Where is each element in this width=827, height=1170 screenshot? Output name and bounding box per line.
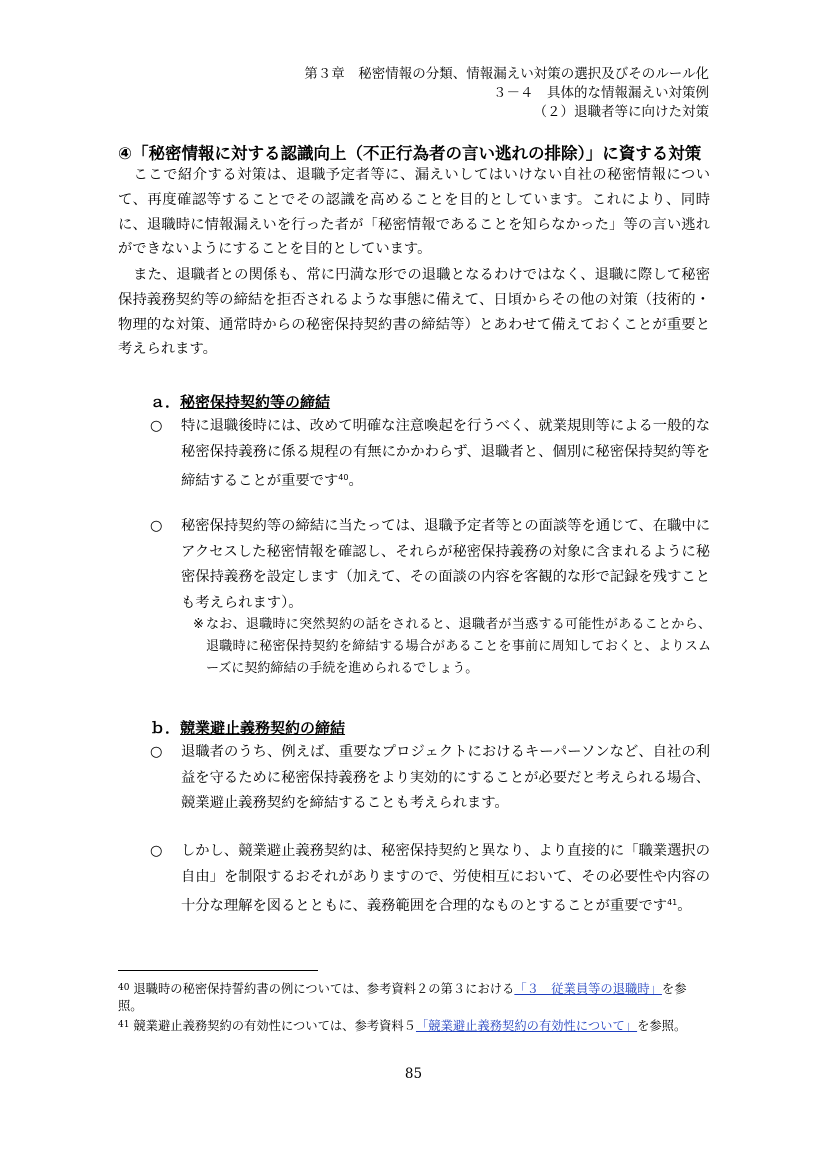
bullet-circle-icon: ○: [150, 418, 163, 434]
bullet-circle-icon: ○: [150, 744, 163, 760]
footnote-41-link[interactable]: 「競業避止義務契約の有効性について」: [415, 1019, 638, 1033]
note-mark: ※: [193, 617, 204, 632]
subsection-b-prefix: ｂ．: [150, 719, 181, 737]
running-header-section: ３－４ 具体的な情報漏えい対策例: [493, 85, 709, 101]
note-a-text: なお、退職時に突然契約の話をされると、退職者が当惑する可能性があることから、退職時に秘密保持契約を締結する場合があることを事前に周知しておくと、よりスムーズに契約締結の手続を進められるでしょう。: [206, 617, 711, 676]
intro-paragraph-1: [118, 163, 710, 262]
subsection-b-title: 競業避止義務契約の締結: [180, 719, 346, 737]
footnote-40-number: 40: [118, 983, 130, 993]
footnote-41: [118, 1017, 710, 1035]
intro-paragraph-2: [118, 263, 710, 362]
bullet-a1-end: 。: [348, 473, 363, 489]
note-a: [193, 614, 711, 680]
running-header-subsection: （２）退職者等に向けた対策: [533, 104, 709, 120]
intro-paragraph-2-text: また、退職者との関係も、常に円満な形での退職となるわけではなく、退職に際して秘密保持義務契約等の締結を拒否されるような事態に備えて、日頃からその他の対策（技術的・物理的な対策、通常時からの秘密保持契約書の締結等）とあわせて備えておくことが重要と考えられます。: [118, 267, 710, 358]
footnote-41-number: 41: [118, 1020, 130, 1030]
bullet-a2: [150, 514, 710, 616]
bullet-b2-text: しかし、競業避止義務契約は、秘密保持契約と異なり、より直接的に「職業選択の自由」を制限するおそれがありますので、労使相互において、その必要性や内容の十分な理解を図るとともに、義務範囲を合理的なものとすることが重要です: [181, 843, 710, 914]
footnote-divider: [118, 970, 318, 971]
footnote-40: [118, 980, 710, 1014]
bullet-b2-end: 。: [677, 898, 692, 914]
footnote-41-text: 競業避止義務契約の有効性については、参考資料５: [133, 1019, 416, 1033]
footnote-ref-41[interactable]: 41: [667, 898, 678, 907]
subsection-a-heading: [150, 391, 330, 412]
footnote-40-end: を参照。: [118, 982, 687, 1013]
page-number: 85: [404, 1066, 423, 1082]
bullet-b1: [150, 740, 710, 817]
bullet-circle-icon: ○: [150, 518, 163, 534]
subsection-a-prefix: ａ．: [150, 393, 181, 411]
subsection-b-heading: [150, 717, 345, 738]
section-title: ④「秘密情報に対する認識向上（不正行為者の言い逃れの排除）」に資する対策: [118, 144, 702, 163]
intro-paragraph-1-text: ここで紹介する対策は、退職予定者等に、漏えいしてはいけない自社の秘密情報について、再度確認等することでその認識を高めることを目的としています。これにより、同時に、退職時に情報漏えいを行った者が「秘密情報であることを知らなかった」等の言い逃れができないようにすることを目的としています。: [118, 167, 710, 258]
footnote-ref-40[interactable]: 40: [338, 473, 349, 482]
bullet-b2: [150, 839, 710, 920]
bullet-circle-icon: ○: [150, 843, 163, 859]
bullet-b1-text: 退職者のうち、例えば、重要なプロジェクトにおけるキーパーソンなど、自社の利益を守るために秘密保持義務をより実効的にすることが必要だと考えられる場合、競業避止義務契約を締結することも考えられます。: [181, 744, 710, 811]
bullet-a2-text: 秘密保持契約等の締結に当たっては、退職予定者等との面談等を通じて、在職中にアクセスした秘密情報を確認し、それらが秘密保持義務の対象に含まれるように秘密保持義務を設定します（加えて、その面談の内容を客観的な形で記録を残すことも考えられます）。: [181, 518, 710, 611]
footnote-40-link[interactable]: 「３ 従業員等の退職時」: [514, 982, 662, 996]
running-header-chapter: 第３章 秘密情報の分類、情報漏えい対策の選択及びそのルール化: [304, 66, 709, 82]
bullet-a1: [150, 414, 710, 495]
footnote-41-end: を参照。: [637, 1019, 687, 1033]
footnote-40-text: 退職時の秘密保持誓約書の例については、参考資料２の第３における: [133, 982, 515, 996]
subsection-a-title: 秘密保持契約等の締結: [180, 393, 331, 411]
bullet-a1-text: 特に退職後時には、改めて明確な注意喚起を行うべく、就業規則等による一般的な秘密保持義務に係る規程の有無にかかわらず、退職者と、個別に秘密保持契約等を締結することが重要です: [181, 418, 710, 489]
